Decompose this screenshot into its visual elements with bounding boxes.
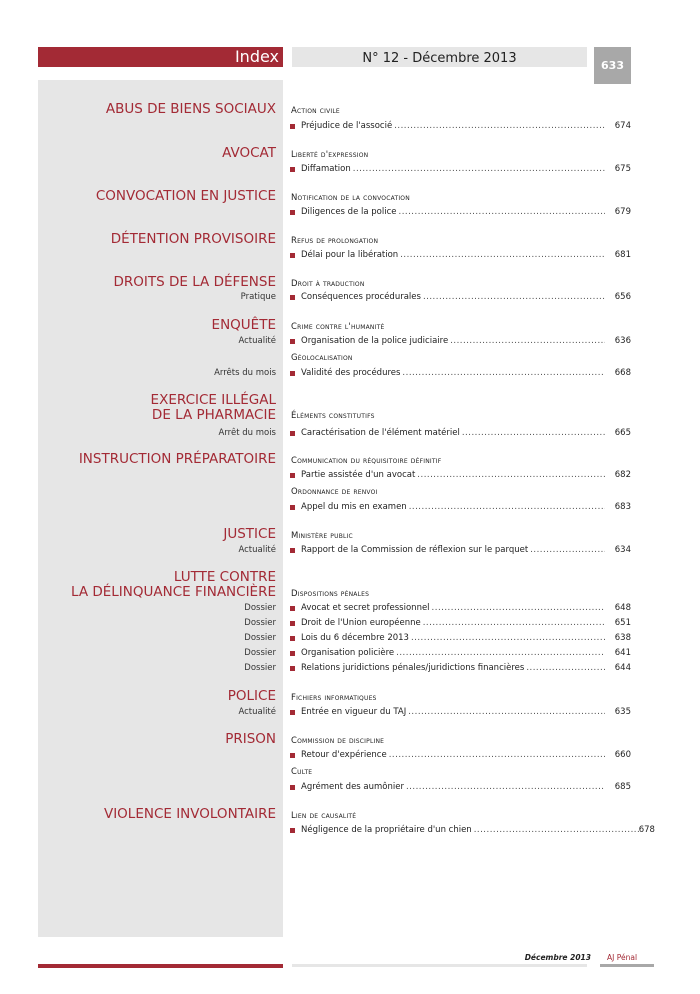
entry-text: Agrément des aumônier	[301, 782, 404, 792]
bullet-icon	[290, 666, 295, 671]
rubric-label: Dossier	[244, 618, 276, 628]
footer-grey-bar	[292, 964, 587, 967]
page-number: 633	[601, 59, 624, 72]
subject-title: DÉTENTION PROVISOIRE	[110, 231, 276, 247]
topic-heading: Lien de causalité	[291, 811, 357, 821]
entry-page: 665	[614, 428, 631, 438]
topic-heading: Refus de prolongation	[291, 236, 379, 246]
leader-dots	[353, 162, 605, 177]
entry-page: 656	[614, 292, 631, 302]
subject-title-line2: LA DÉLINQUANCE FINANCIÈRE	[71, 584, 276, 600]
index-entry[interactable]	[290, 426, 631, 441]
entry-text: Partie assistée d'un avocat	[301, 470, 416, 480]
index-entry[interactable]	[290, 543, 631, 558]
index-entry[interactable]	[290, 205, 631, 220]
entry-text: Retour d'expérience	[301, 750, 387, 760]
index-entry[interactable]	[290, 661, 631, 676]
index-entry[interactable]	[290, 468, 631, 483]
index-entry[interactable]	[290, 334, 631, 349]
index-entry[interactable]	[290, 601, 631, 616]
rubric-label: Arrêt du mois	[218, 428, 276, 438]
footer-magazine: AJ Pénal	[607, 953, 638, 962]
entry-page: 651	[614, 618, 631, 628]
topic-heading: Action civile	[291, 106, 340, 116]
bullet-icon	[290, 785, 295, 790]
subject-title-line2: DE LA PHARMACIE	[151, 407, 276, 423]
index-header-bar	[38, 47, 283, 67]
entry-text: Conséquences procédurales	[301, 292, 421, 302]
leader-dots	[406, 780, 605, 795]
subject-title: DROITS DE LA DÉFENSE	[113, 274, 276, 290]
entry-page: 660	[614, 750, 631, 760]
subject-title: ENQUÊTE	[211, 317, 276, 333]
section-title: Index	[234, 47, 279, 66]
entry-page: 644	[614, 663, 631, 673]
entry-page: 634	[614, 545, 631, 555]
leader-dots	[474, 823, 639, 838]
subject-title: JUSTICE	[223, 526, 276, 542]
leader-dots	[409, 500, 605, 515]
topic-heading: Liberté d'expression	[291, 150, 369, 160]
subject-title: POLICE	[227, 688, 276, 704]
rubric-label: Dossier	[244, 603, 276, 613]
entry-page: 638	[614, 633, 631, 643]
rubric-label: Dossier	[244, 648, 276, 658]
entry-page: 648	[614, 603, 631, 613]
subject-title: AVOCAT	[222, 145, 276, 161]
index-entry[interactable]	[290, 248, 631, 263]
footer-dark-grey-bar	[600, 964, 654, 967]
subject-title: ABUS DE BIENS SOCIAUX	[105, 101, 276, 117]
entry-text: Organisation de la police judiciaire	[301, 336, 449, 346]
entry-text: Lois du 6 décembre 2013	[301, 633, 409, 643]
bullet-icon	[290, 295, 295, 300]
bullet-icon	[290, 606, 295, 611]
leader-dots	[450, 334, 605, 349]
rubric-label: Dossier	[244, 663, 276, 673]
topic-heading: Éléments constitutifs	[291, 411, 375, 421]
topic-heading: Notification de la convocation	[291, 193, 410, 203]
bullet-icon	[290, 473, 295, 478]
entry-text: Caractérisation de l'élément matériel	[301, 428, 460, 438]
entry-page: 681	[614, 250, 631, 260]
index-entry[interactable]	[290, 748, 631, 763]
bullet-icon	[290, 339, 295, 344]
index-entry[interactable]	[290, 366, 631, 381]
topic-heading: Communication du réquisitoire définitif	[291, 456, 442, 466]
footer-date: Décembre 2013	[524, 953, 591, 962]
entry-text: Avocat et secret professionnel	[301, 603, 430, 613]
index-entry[interactable]	[290, 646, 631, 661]
rubric-label: Arrêts du mois	[214, 368, 276, 378]
entry-text: Diffamation	[301, 164, 351, 174]
topic-heading: Commission de discipline	[291, 736, 385, 746]
subject-title: PRISON	[225, 731, 276, 747]
index-entry[interactable]	[290, 823, 655, 838]
leader-dots	[400, 248, 605, 263]
bullet-icon	[290, 651, 295, 656]
index-entry[interactable]	[290, 290, 631, 305]
entry-page: 635	[614, 707, 631, 717]
entry-page: 682	[614, 470, 631, 480]
index-entry[interactable]	[290, 162, 631, 177]
leader-dots	[389, 748, 605, 763]
topic-heading: Ordonnance de renvoi	[291, 487, 378, 497]
leader-dots	[432, 601, 605, 616]
bullet-icon	[290, 253, 295, 258]
entry-page: 683	[614, 502, 631, 512]
leader-dots	[399, 205, 606, 220]
topic-heading: Crime contre l'humanité	[291, 322, 385, 332]
entry-text: Délai pour la libération	[301, 250, 399, 260]
leader-dots	[423, 616, 605, 631]
bullet-icon	[290, 753, 295, 758]
bullet-icon	[290, 710, 295, 715]
bullet-icon	[290, 621, 295, 626]
rubric-label: Pratique	[240, 292, 276, 302]
entry-text: Entrée en vigueur du TAJ	[301, 707, 407, 717]
index-entry[interactable]	[290, 631, 631, 646]
index-entry[interactable]	[290, 780, 631, 795]
bullet-icon	[290, 167, 295, 172]
entry-page: 636	[614, 336, 631, 346]
topic-heading: Géolocalisation	[291, 353, 353, 363]
entry-text: Organisation policière	[301, 648, 395, 658]
topic-heading: Droit à traduction	[291, 279, 365, 289]
entry-text: Préjudice de l'associé	[301, 121, 393, 131]
bullet-icon	[290, 636, 295, 641]
topic-heading: Fichiers informatiques	[291, 693, 377, 703]
bullet-icon	[290, 828, 295, 833]
topic-heading: Ministère public	[291, 531, 353, 541]
entry-text: Droit de l'Union européenne	[301, 618, 421, 628]
rubric-label: Actualité	[238, 545, 276, 555]
entry-page: 685	[614, 782, 631, 792]
leader-dots	[394, 119, 605, 134]
footer-red-bar	[38, 964, 283, 968]
bullet-icon	[290, 431, 295, 436]
entry-text: Diligences de la police	[301, 207, 397, 217]
leader-dots	[402, 366, 605, 381]
entry-page: 641	[614, 648, 631, 658]
leader-dots	[526, 661, 605, 676]
issue-title: N° 12 - Décembre 2013	[362, 51, 517, 66]
entry-page: 678	[638, 825, 655, 835]
entry-page: 675	[614, 164, 631, 174]
entry-text: Appel du mis en examen	[301, 502, 407, 512]
topic-heading: Culte	[291, 767, 313, 777]
entry-text: Relations juridictions pénales/juridictions financières	[301, 663, 525, 673]
index-entry[interactable]	[290, 119, 631, 134]
subject-title: LUTTE CONTRE	[173, 569, 276, 585]
subject-title: EXERCICE ILLÉGAL	[150, 392, 276, 408]
leader-dots	[396, 646, 605, 661]
rubric-label: Actualité	[238, 707, 276, 717]
leader-dots	[530, 543, 605, 558]
entry-page: 679	[614, 207, 631, 217]
entry-text: Validité des procédures	[301, 368, 401, 378]
subject-title: INSTRUCTION PRÉPARATOIRE	[78, 451, 276, 467]
subject-title: CONVOCATION EN JUSTICE	[95, 188, 276, 204]
rubric-label: Dossier	[244, 633, 276, 643]
bullet-icon	[290, 505, 295, 510]
subject-title: VIOLENCE INVOLONTAIRE	[103, 806, 276, 822]
entry-text: Rapport de la Commission de réflexion sur le parquet	[301, 545, 529, 555]
entry-page: 668	[614, 368, 631, 378]
bullet-icon	[290, 548, 295, 553]
issue-header-bar	[292, 47, 587, 67]
leader-dots	[408, 705, 605, 720]
entry-page: 674	[614, 121, 631, 131]
index-entry[interactable]	[290, 500, 631, 515]
bullet-icon	[290, 371, 295, 376]
bullet-icon	[290, 210, 295, 215]
entry-text: Négligence de la propriétaire d'un chien	[301, 825, 472, 835]
leader-dots	[462, 426, 605, 441]
index-entry[interactable]	[290, 705, 631, 720]
topic-heading: Dispositions pénales	[291, 589, 370, 599]
leader-dots	[411, 631, 605, 646]
bullet-icon	[290, 124, 295, 129]
index-entry[interactable]	[290, 616, 631, 631]
leader-dots	[423, 290, 605, 305]
rubric-label: Actualité	[238, 336, 276, 346]
page-number-box	[594, 47, 631, 84]
leader-dots	[417, 468, 605, 483]
